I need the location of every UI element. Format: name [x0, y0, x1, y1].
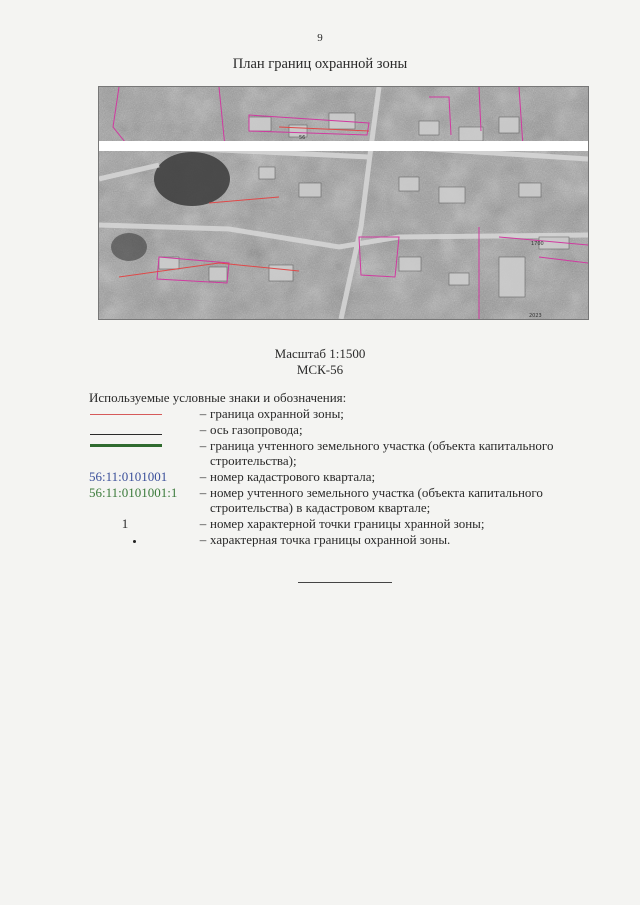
legend-symbol-green-line: [89, 438, 196, 468]
closing-rule: [298, 582, 392, 583]
legend-description: граница охранной зоны;: [210, 406, 344, 421]
legend: [89, 406, 569, 548]
legend-item-characteristic-point: [89, 532, 569, 547]
dot-icon: [133, 540, 136, 543]
legend-description: характерная точка границы охранной зоны.: [210, 532, 451, 547]
coordinate-system-label: МСК-56: [296, 362, 344, 377]
scale-block: [0, 346, 640, 378]
legend-description: номер учтенного земельного участка (объекта капитального строительства) в кадастровом квартале;: [210, 485, 543, 515]
legend-item-point-number: [89, 516, 569, 531]
legend-dash: –: [199, 532, 207, 547]
legend-symbol-plot-number: 56:11:0101001:1: [89, 485, 178, 500]
legend-symbol-red-line: [89, 406, 196, 421]
legend-item-land-plot-boundary: [89, 438, 569, 468]
cadastral-map-image: [98, 86, 589, 320]
legend-description: номер кадастрового квартала;: [210, 469, 376, 484]
legend-symbol-point-number: [89, 516, 196, 531]
legend-item-pipeline-axis: [89, 422, 569, 437]
legend-item-land-plot-number: [89, 485, 569, 515]
legend-heading: Используемые условные знаки и обозначения:: [89, 390, 347, 405]
legend-symbol-black-line: [89, 422, 196, 437]
page-title: План границ охранной зоны: [232, 56, 408, 72]
legend-description: граница учтенного земельного участка (объекта капитального строительства);: [210, 438, 554, 468]
legend-dash: –: [199, 438, 207, 453]
legend-dash: –: [199, 516, 207, 531]
legend-dash: –: [199, 469, 207, 484]
legend-description: ось газопровода;: [210, 422, 303, 437]
legend-dash: –: [199, 422, 207, 437]
point-number-sample: 1: [121, 516, 129, 531]
legend-symbol-quarter-number: 56:11:0101001: [89, 469, 168, 484]
svg-text:1700: 1700: [531, 241, 544, 247]
svg-text:2023: 2023: [529, 313, 542, 319]
legend-symbol-dot: [89, 532, 196, 547]
scale-label: Масштаб 1:1500: [274, 346, 366, 361]
legend-description: номер характерной точки границы хранной зоны;: [210, 516, 485, 531]
legend-dash: –: [199, 485, 207, 500]
page-number: 9: [317, 32, 323, 44]
aerial-photo-illustration: [99, 87, 588, 319]
legend-item-cadastral-quarter: [89, 469, 569, 484]
legend-item-zone-boundary: [89, 406, 569, 421]
legend-dash: –: [199, 406, 207, 421]
svg-text:56: 56: [299, 135, 306, 141]
